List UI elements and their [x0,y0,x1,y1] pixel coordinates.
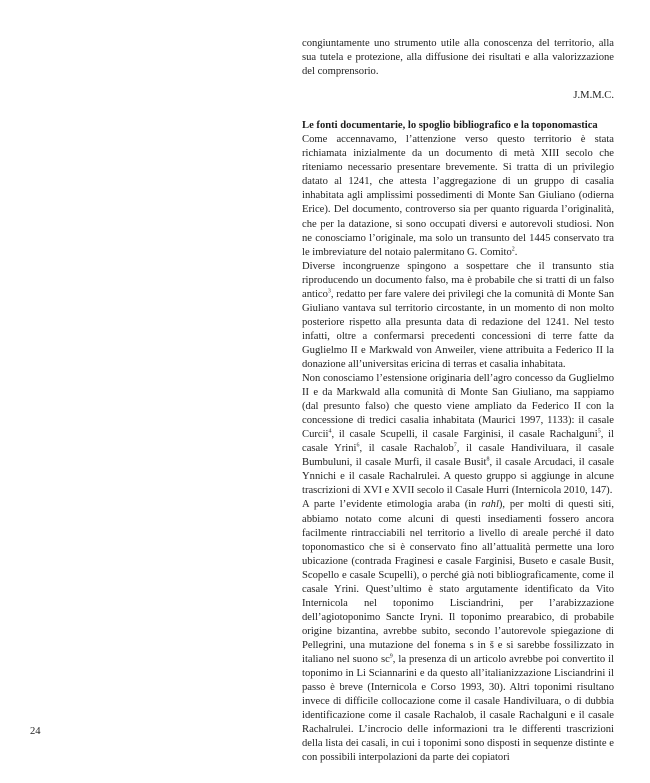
footnote-ref-7[interactable]: 7 [453,442,457,449]
paragraph-2-text-b: , redatto per fare valere dei privilegi che la comunità di Monte San Giuliano vantava sul territorio circostante, in un momento di non molto posteriore rispetto alla presunta data di redazione del 1241. Nel testo infatti, oltre a confermarsi precedenti concessioni di terre fatte da Guglielmo II e Markwald von Anweiler, viene attribuita a Federico II la donazione all’universitas ericina di terras et casalia inhabitata. [302,288,614,370]
section-heading: Le fonti documentarie, lo spoglio bibliografico e la toponomastica [302,120,598,132]
footnote-ref-9[interactable]: 9 [389,653,393,660]
footnote-ref-6[interactable]: 6 [356,442,360,449]
paragraph-3-text-f: , il casale Arcudaci, il casale Ynnichi e il casale Rachalrulei. A questo gruppo si aggiunge in alcune trascrizioni di XVI e XVII secolo il Casale Hurri (Internicola 2010, 147). [302,457,615,497]
paragraph-4-text-c: , la presenza di un articolo avrebbe poi convertito il toponimo in Li Sciannarini e da questo all’italianizzazione Lisciandrini il passo è breve (Internicola e Corso 1993, 30). Altri toponimi risultano invece di difficile collocazione come il casale Handiviluara, o di dubbia identificazione come il casale Rachalob, il casale Rachalguni e il casale Rachalrulei. L’incrocio delle informazioni tra le differenti trascrizioni della lista dei casali, in cui i toponimi sono disposti in sequenze distinte e con possibili interpolazioni da parte dei copiatori [302,653,614,764]
author-signature: J.M.M.C. [573,90,614,102]
paragraph-4 [302,498,614,765]
footnote-ref-4[interactable]: 4 [328,428,332,435]
page-number: 24 [30,726,41,737]
paragraph-4-text-b: ), per molti di questi siti, abbiamo notato come alcuni di questi insediamenti fossero ancora facilmente rintracciabili nel territorio a livello di areale perché il dato toponomastico che si è conservato fino all’attualità permette una loro ubicazione (contrada Fraginesi e casale Farginisi, Buseto e casale Busit, Scopello e casale Scupelli), o perché già noti bibliograficamente, come il casale Yrini. Quest’ultimo è stato argutamente identificato da Vito Internicola nel toponimo Lisciandrini, per l’arabizzazione dell’agiotoponimo Sancte Iryni. Il toponimo prearabico, di probabile origine bizantina, avrebbe subito, secondo l’autorevole spiegazione di Pellegrini, una mutazione del fonema s in š e si sarebbe fossilizzato in italiano nel suono sc [302,499,614,665]
footnote-ref-2[interactable]: 2 [511,246,515,253]
arabic-term: rahl [481,499,499,511]
footnote-ref-5[interactable]: 5 [597,428,601,435]
paragraph-1 [302,133,614,259]
paragraph-3-text-a: Non conosciamo l’estensione originaria dell’agro concesso da Guglielmo II e da Markwald alla comunità di Monte San Giuliano, ma sappiamo (dal presunto falso) che questo viene ampliato da Federico II con la concessione di tredici casalia inhabitata (Maurici 1997, 1133): il casale Curcii [302,373,614,441]
intro-paragraph: congiuntamente uno strumento utile alla conoscenza del territorio, alla sua tutela e protezione, alla diffusione dei risultati e alla valorizzazione del comprensorio. [302,38,614,78]
paragraph-2 [302,260,614,372]
paragraph-3-text-d: , il casale Rachalob [359,443,454,455]
paragraph-1-tail: . [514,246,518,258]
paragraph-4-text-a: A parte l’evidente etimologia araba (in [302,499,482,511]
text-column [302,37,614,765]
paragraph-3-text-e: , il casale Handiviluara, il casale Bumbuluni, il casale Murfi, il casale Busit [302,443,614,469]
paragraph-3-text-b: , il casale Scupelli, il casale Farginisi, il casale Rachalguni [331,429,598,441]
footnote-ref-3[interactable]: 3 [327,288,331,295]
paragraph-1-text: Come accennavamo, l’attenzione verso questo territorio è stata richiamata inizialmente da un documento di metà XIII secolo che riteniamo necessario presentare brevemente. Si tratta di un privilegio datato al 1241, che attesta l’aggregazione di un gruppo di casalia inhabitata agli amplissimi possedimenti di Monte San Giuliano (odierna Erice). Del documento, controverso sia per quanto riguarda l’originalità, che per la datazione, si sono occupati diversi e autorevoli studiosi. Non ne conosciamo l’originale, ma solo un transunto del 1445 conservato tra le imbreviature del notaio palermitano G. Comito [302,134,614,258]
paragraph-3-text-c: , il casale Yrini [302,429,614,455]
paragraph-3 [302,372,614,498]
footnote-ref-8[interactable]: 8 [486,456,490,463]
paragraph-2-text-a: Diverse incongruenze spingono a sospettare che il transunto stia riproducendo un documento falso, ma è probabile che si tratti di un falso antico [302,260,614,300]
